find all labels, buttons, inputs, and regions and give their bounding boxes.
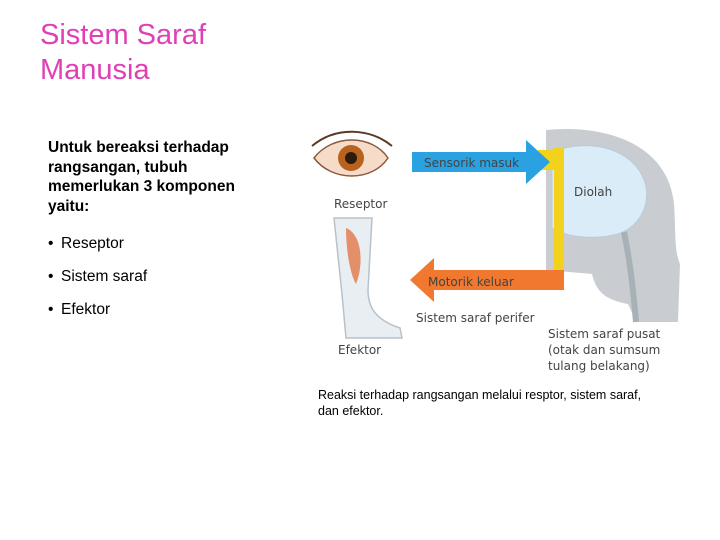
list-item-label: Sistem saraf [61,268,148,285]
list-item-reseptor [48,234,147,267]
bullet-dot: • [48,235,54,252]
label-diolah: Diolah [574,185,613,199]
title-line-2: Manusia [40,54,150,86]
intro-text: Untuk bereaksi terhadap rangsangan, tubuh memerlukan 3 komponen yaitu: [48,139,235,215]
label-otak-sumsum: (otak dan sumsum [548,343,661,357]
list-item-label: Efektor [61,301,111,318]
label-tulang-belakang: tulang belakang) [548,359,650,373]
leg-icon [334,218,402,338]
label-motorik-keluar: Motorik keluar [428,275,514,289]
nervous-system-diagram [306,124,686,380]
label-sistem-saraf-pusat: Sistem saraf pusat [548,327,661,341]
eye-icon [312,132,392,176]
bullet-dot: • [48,301,54,318]
list-item-sistem-saraf [48,267,147,300]
label-sistem-saraf-perifer: Sistem saraf perifer [416,311,535,325]
figure-caption: Reaksi terhadap rangsangan melalui resptor, sistem saraf, dan efektor. [318,388,642,418]
list-item-efektor [48,300,147,333]
bullet-dot: • [48,268,54,285]
diagram-svg [306,124,686,380]
label-sensorik-masuk: Sensorik masuk [424,156,520,170]
slide-title [40,18,206,88]
list-item-label: Reseptor [61,235,124,252]
label-efektor: Efektor [338,343,382,357]
title-line-1: Sistem Saraf [40,19,206,51]
label-reseptor: Reseptor [334,197,388,211]
component-list [48,234,147,333]
